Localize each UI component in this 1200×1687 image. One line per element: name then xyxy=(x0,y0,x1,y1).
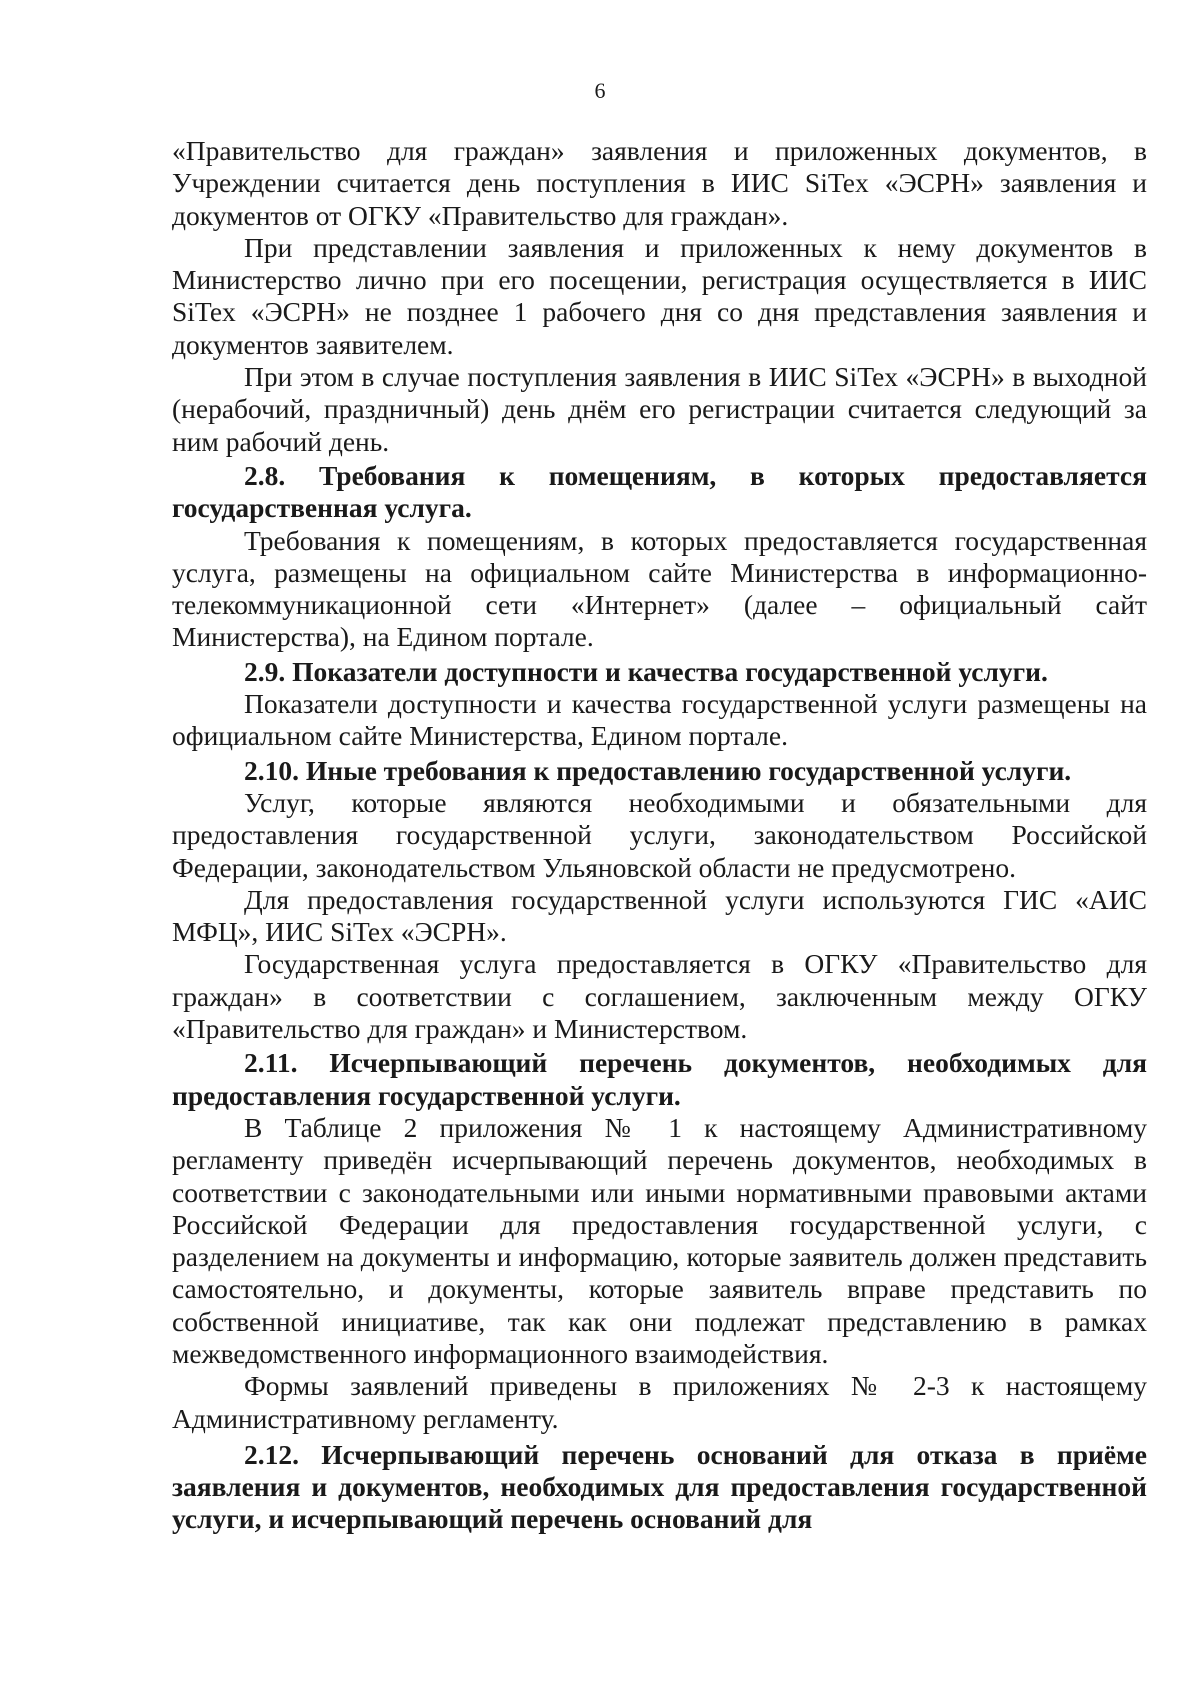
paragraph-documents-list: В Таблице 2 приложения № 1 к настоящему Административному регламенту приведён исчерпывающий перечень документов, необходимых в соответствии с законодательными или иными нормативными правовыми актами Российской Федерации для предоставления государственной услуги, с разделением на документы и информацию, которые заявитель должен представить самостоятельно, и документы, которые заявитель вправе представить по собственной инициативе, так как они подлежат представлению в рамках межведомственного информационного взаимодействия. xyxy=(172,1111,1147,1369)
document-body xyxy=(172,135,1147,1536)
paragraph-information-systems: Для предоставления государственной услуги используются ГИС «АИС МФЦ», ИИС SiTex «ЭСРН». xyxy=(172,883,1147,948)
section-heading-2-10: 2.10. Иные требования к предоставлению государственной услуги. xyxy=(244,754,1072,786)
paragraph-continuation: «Правительство для граждан» заявления и приложенных документов, в Учреждении считается день поступления в ИИС SiTex «ЭСРН» заявления и документов от ОГКУ «Правительство для граждан». xyxy=(172,135,1147,231)
paragraph-premises-requirements: Требования к помещениям, в которых предоставляется государственная услуга, размещены на официальном сайте Министерства в информационно-телекоммуникационной сети «Интернет» (далее – официальный сайт Министерства), на Едином портале. xyxy=(172,524,1147,653)
section-heading-2-12: 2.12. Исчерпывающий перечень оснований для отказа в приёме заявления и документов, необходимых для предоставления государственной услуги, и исчерпывающий перечень оснований для xyxy=(172,1438,1147,1535)
paragraph-mandatory-services: Услуг, которые являются необходимыми и обязательными для предоставления государственной услуги, законодательством Российской Федерации, законодательством Ульяновской области не предусмотрено. xyxy=(172,786,1147,883)
page-number: 6 xyxy=(594,78,606,103)
section-heading-2-11: 2.11. Исчерпывающий перечень документов, необходимых для предоставления государственной услуги. xyxy=(172,1047,1147,1111)
paragraph-accessibility-indicators: Показатели доступности и качества государственной услуги размещены на официальном сайте Министерства, Едином портале. xyxy=(172,688,1147,752)
paragraph-application-forms: Формы заявлений приведены в приложениях № 2-3 к настоящему Административному регламенту. xyxy=(172,1370,1147,1434)
paragraph-in-person-registration: При представлении заявления и приложенных к нему документов в Министерство лично при его посещении, регистрация осуществляется в ИИС SiTex «ЭСРН» не позднее 1 рабочего дня со дня представления заявления и документов заявителем. xyxy=(172,231,1147,360)
paragraph-service-provider: Государственная услуга предоставляется в ОГКУ «Правительство для граждан» в соответствии с соглашением, заключенным между ОГКУ «Правительство для граждан» и Министерством. xyxy=(172,948,1147,1045)
section-heading-2-9: 2.9. Показатели доступности и качества государственной услуги. xyxy=(244,655,1048,687)
paragraph-holiday-registration: При этом в случае поступления заявления в ИИС SiTex «ЭСРН» в выходной (нерабочий, праздничный) день днём его регистрации считается следующий за ним рабочий день. xyxy=(172,361,1147,457)
section-heading-2-8: 2.8. Требования к помещениям, в которых предоставляется государственная услуга. xyxy=(172,459,1147,524)
